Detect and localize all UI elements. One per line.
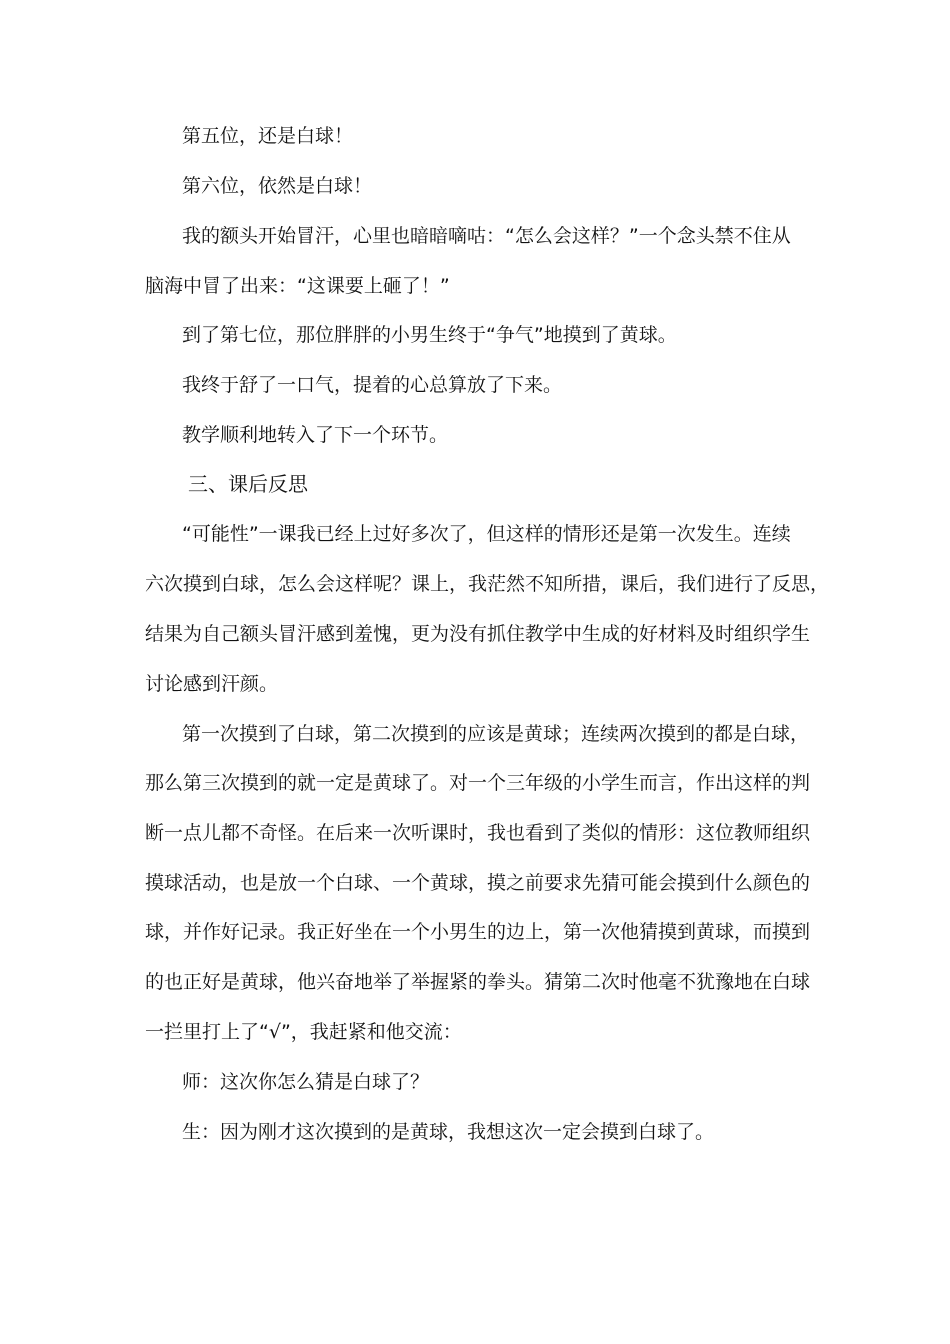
paragraph-sweat-line-1: 我的额头开始冒汗，心里也暗暗嘀咕：“怎么会这样？”一个念头禁不住从 [182, 225, 791, 247]
section-heading-reflection: 三、课后反思 [188, 472, 308, 496]
paragraph-reflection-line-1: “可能性”一课我已经上过好多次了，但这样的情形还是第一次发生。连续 [182, 523, 791, 545]
dialogue-student: 生：因为刚才这次摸到的是黄球，我想这次一定会摸到白球了。 [182, 1121, 715, 1143]
dialogue-teacher: 师：这次你怎么猜是白球了？ [182, 1071, 430, 1093]
paragraph-analysis-line-3: 断一点儿都不奇怪。在后来一次听课时，我也看到了类似的情形：这位教师组织 [145, 822, 811, 844]
paragraph-fifth-position: 第五位，还是白球！ [182, 125, 354, 147]
paragraph-analysis-line-2: 那么第三次摸到的就一定是黄球了。对一个三年级的小学生而言，作出这样的判 [145, 772, 811, 794]
paragraph-next-step: 教学顺利地转入了下一个环节。 [182, 424, 449, 446]
paragraph-analysis-line-7: 一拦里打上了“√”，我赶紧和他交流： [145, 1021, 462, 1043]
paragraph-relief: 我终于舒了一口气，提着的心总算放了下来。 [182, 374, 563, 396]
paragraph-analysis-line-1: 第一次摸到了白球，第二次摸到的应该是黄球；连续两次摸到的都是白球， [182, 723, 810, 745]
paragraph-reflection-line-4: 讨论感到汗颜。 [145, 673, 279, 695]
paragraph-seventh-position: 到了第七位，那位胖胖的小男生终于“争气”地摸到了黄球。 [182, 324, 677, 346]
paragraph-analysis-line-5: 球，并作好记录。我正好坐在一个小男生的边上，第一次他猜摸到黄球，而摸到 [145, 921, 811, 943]
paragraph-reflection-line-2: 六次摸到白球，怎么会这样呢？课上，我茫然不知所措，课后，我们进行了反思， [145, 573, 830, 595]
paragraph-analysis-line-4: 摸球活动，也是放一个白球、一个黄球，摸之前要求先猜可能会摸到什么颜色的 [145, 872, 811, 894]
paragraph-sweat-line-2: 脑海中冒了出来：“这课要上砸了！” [145, 275, 450, 297]
paragraph-analysis-line-6: 的也正好是黄球，他兴奋地举了举握紧的拳头。猜第二次时他毫不犹豫地在白球 [145, 971, 811, 993]
paragraph-reflection-line-3: 结果为自己额头冒汗感到羞愧，更为没有抓住教学中生成的好材料及时组织学生 [145, 623, 811, 645]
paragraph-sixth-position: 第六位，依然是白球！ [182, 175, 373, 197]
